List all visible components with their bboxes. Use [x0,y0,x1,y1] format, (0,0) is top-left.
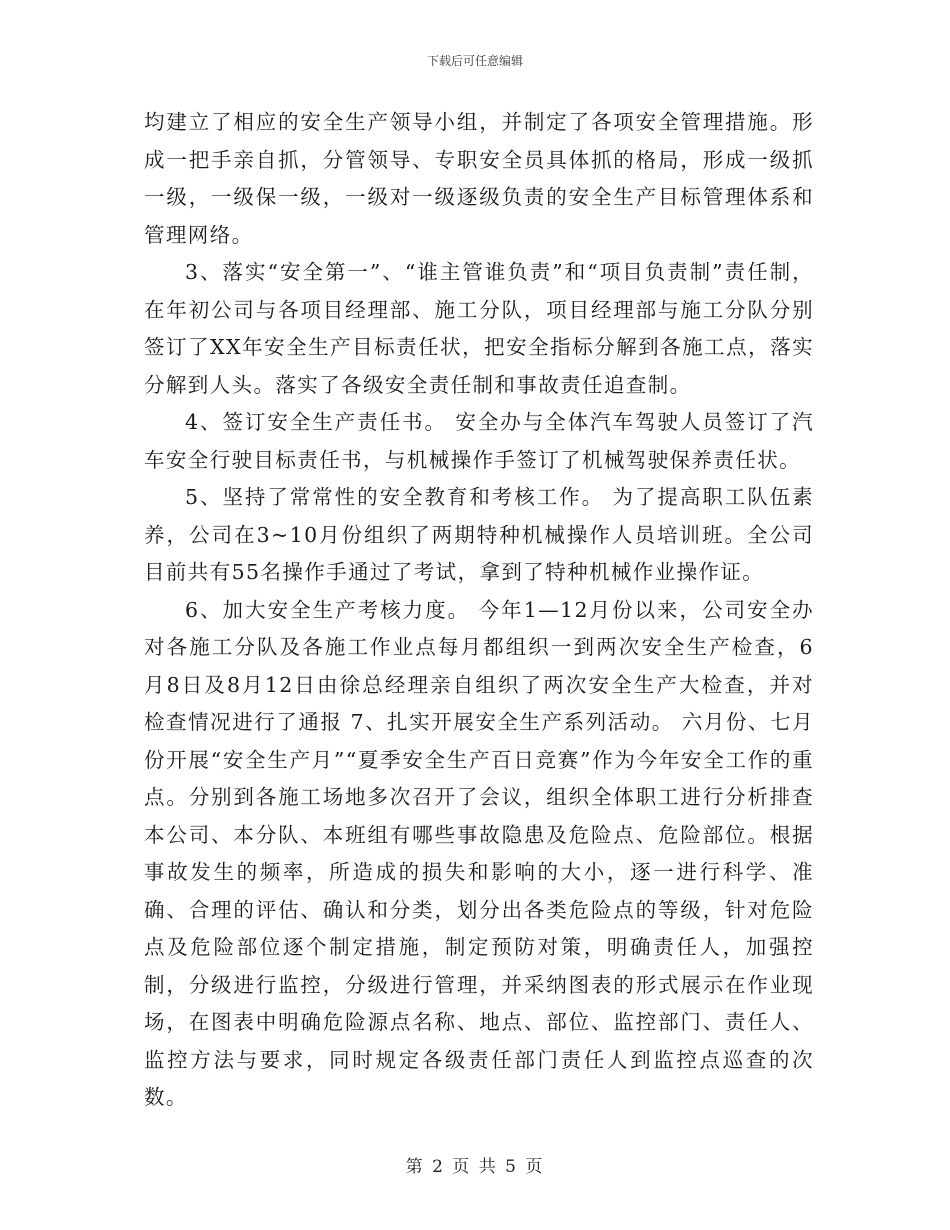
paragraph-item-4: 4、签订安全生产责任书。 安全办与全体汽车驾驶人员签订了汽车安全行驶目标责任书，与机械操作手签订了机械驾驶保养责任状。 [144,410,814,472]
document-body [144,104,814,1117]
paragraph-continuation: 均建立了相应的安全生产领导小组，并制定了各项安全管理措施。形成一把手亲自抓，分管领导、专职安全员具体抓的格局，形成一级抓一级，一级保一级，一级对一级逐级负责的安全生产目标管理体系和管理网络。 [144,110,814,247]
paragraph-item-5: 5、坚持了常常性的安全教育和考核工作。 为了提高职工队伍素养，公司在3~10月份组织了两期特种机械操作人员培训班。全公司目前共有55名操作手通过了考试，拿到了特种机械作业操作证。 [144,485,814,584]
header-note: 下载后可任意编辑 [426,54,523,68]
paragraph-item-3: 3、落实“安全第一”、“谁主管谁负责”和“项目负责制”责任制，在年初公司与各项目经理部、施工分队，项目经理部与施工分队分别签订了XX年安全生产目标责任状，把安全指标分解到各施工点，落实分解到人头。落实了各级安全责任制和事故责任追查制。 [144,260,814,397]
paragraph-item-6: 6、加大安全生产考核力度。 今年1—12月份以来，公司安全办对各施工分队及各施工作业点每月都组织一到两次安全生产检查，6月8日及8月12日由徐总经理亲自组织了两次安全生产大检查，并对检查情况进行了通报 7、扎实开展安全生产系列活动。 六月份、七月份开展“安全生产月”“夏季安全生产百日竞赛”作为今年安全工作的重点。分别到各施工场地多次召开了会议，组织全体职工进行分析排查本公司、本分队、本班组有哪些事故隐患及危险点、危险部位。根据事故发生的频率，所造成的损失和影响的大小，逐一进行科学、准确、合理的评估、确认和分类，划分出各类危险点的等级，针对危险点及危险部位逐个制定措施，制定预防对策，明确责任人，加强控制，分级进行监控，分级进行管理，并采纳图表的形式展示在作业现场，在图表中明确危险源点名称、地点、部位、监控部门、责任人、监控方法与要求，同时规定各级责任部门责任人到监控点巡查的次数。 [144,597,814,1109]
page-number: 第 2 页 共 5 页 [405,1157,545,1177]
